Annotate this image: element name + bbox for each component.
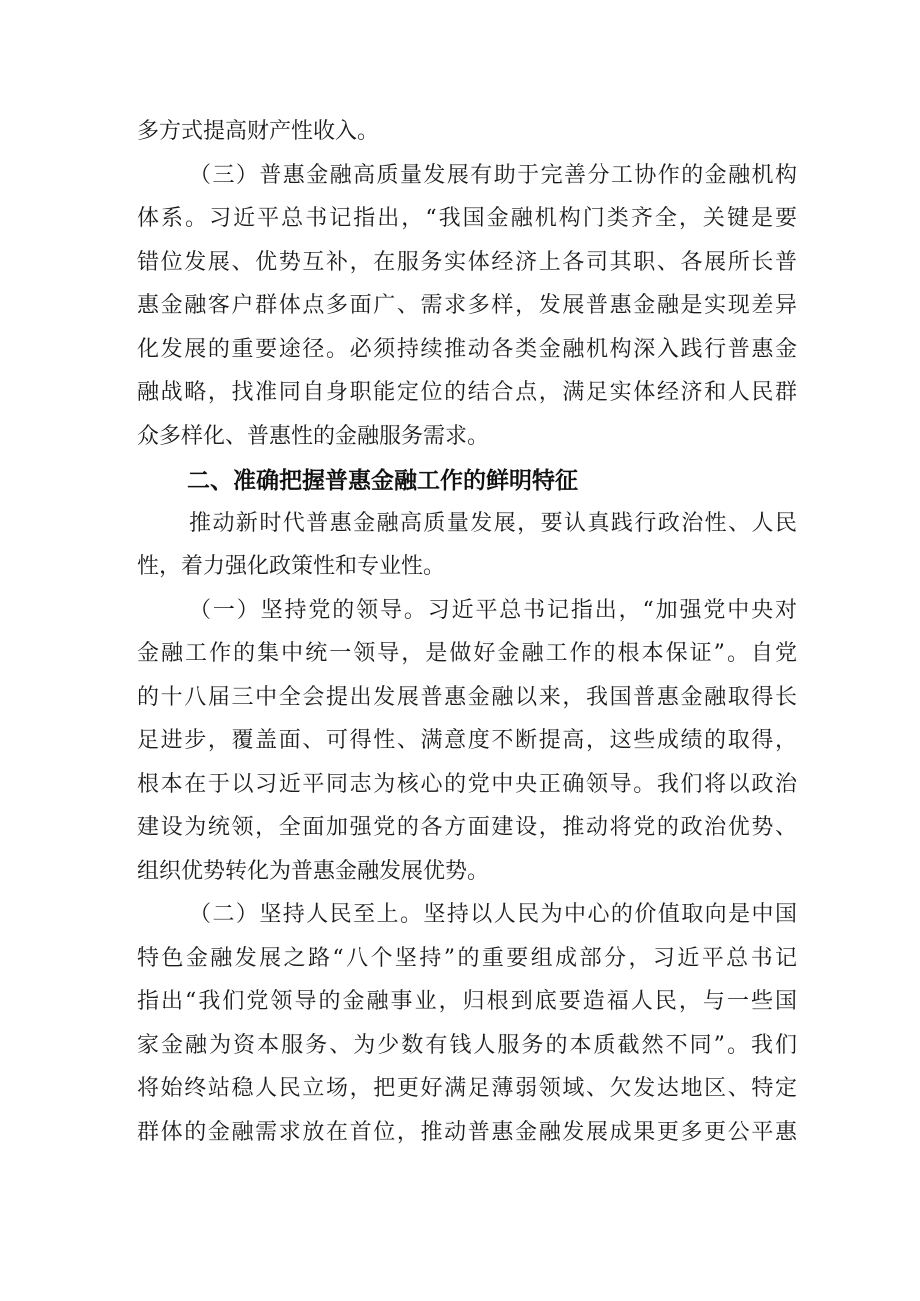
paragraph-line: 特色金融发展之路“八个坚持”的重要组成部分，习近平总书记 [137, 946, 797, 971]
paragraph-line: 群体的金融需求放在首位，推动普惠金融发展成果更多更公平惠 [137, 1120, 797, 1145]
paragraph-line: 体系。习近平总书记指出，“我国金融机构门类齐全，关键是要 [137, 206, 797, 231]
paragraph-line: 根本在于以习近平同志为核心的党中央正确领导。我们将以政治 [137, 772, 797, 797]
paragraph-line: 性，着力强化政策性和专业性。 [137, 554, 446, 579]
paragraph-line: 组织优势转化为普惠金融发展优势。 [137, 859, 490, 884]
paragraph-line: 将始终站稳人民立场，把更好满足薄弱领域、欠发达地区、特定 [137, 1076, 797, 1101]
paragraph-line: 家金融为资本服务、为少数有钱人服务的本质截然不同”。我们 [137, 1033, 797, 1058]
paragraph-line: 的十八届三中全会提出发展普惠金融以来，我国普惠金融取得长 [137, 685, 797, 710]
paragraph-line: 惠金融客户群体点多面广、需求多样，发展普惠金融是实现差异 [137, 293, 797, 318]
paragraph-line: （一）坚持党的领导。习近平总书记指出，“加强党中央对 [189, 598, 797, 623]
paragraph-line: 多方式提高财产性收入。 [137, 119, 380, 144]
paragraph-line: 金融工作的集中统一领导，是做好金融工作的根本保证”。自党 [137, 641, 797, 666]
paragraph-line: （二）坚持人民至上。坚持以人民为中心的价值取向是中国 [189, 902, 797, 927]
section-heading: 二、准确把握普惠金融工作的鲜明特征 [187, 468, 578, 494]
paragraph-line: 错位发展、优势互补，在服务实体经济上各司其职、各展所长普 [137, 250, 797, 275]
paragraph-line: （三）普惠金融高质量发展有助于完善分工协作的金融机构 [189, 163, 797, 188]
paragraph-line: 化发展的重要途径。必须持续推动各类金融机构深入践行普惠金 [137, 337, 797, 362]
paragraph-line: 指出“我们党领导的金融事业，归根到底要造福人民，与一些国 [137, 989, 797, 1014]
paragraph-line: 建设为统领，全面加强党的各方面建设，推动将党的政治优势、 [137, 815, 797, 840]
paragraph-line: 足进步，覆盖面、可得性、满意度不断提高，这些成绩的取得， [137, 728, 797, 753]
paragraph-line: 推动新时代普惠金融高质量发展，要认真践行政治性、人民 [189, 511, 797, 536]
paragraph-line: 融战略，找准同自身职能定位的结合点，满足实体经济和人民群 [137, 380, 797, 405]
paragraph-line: 众多样化、普惠性的金融服务需求。 [137, 424, 490, 449]
